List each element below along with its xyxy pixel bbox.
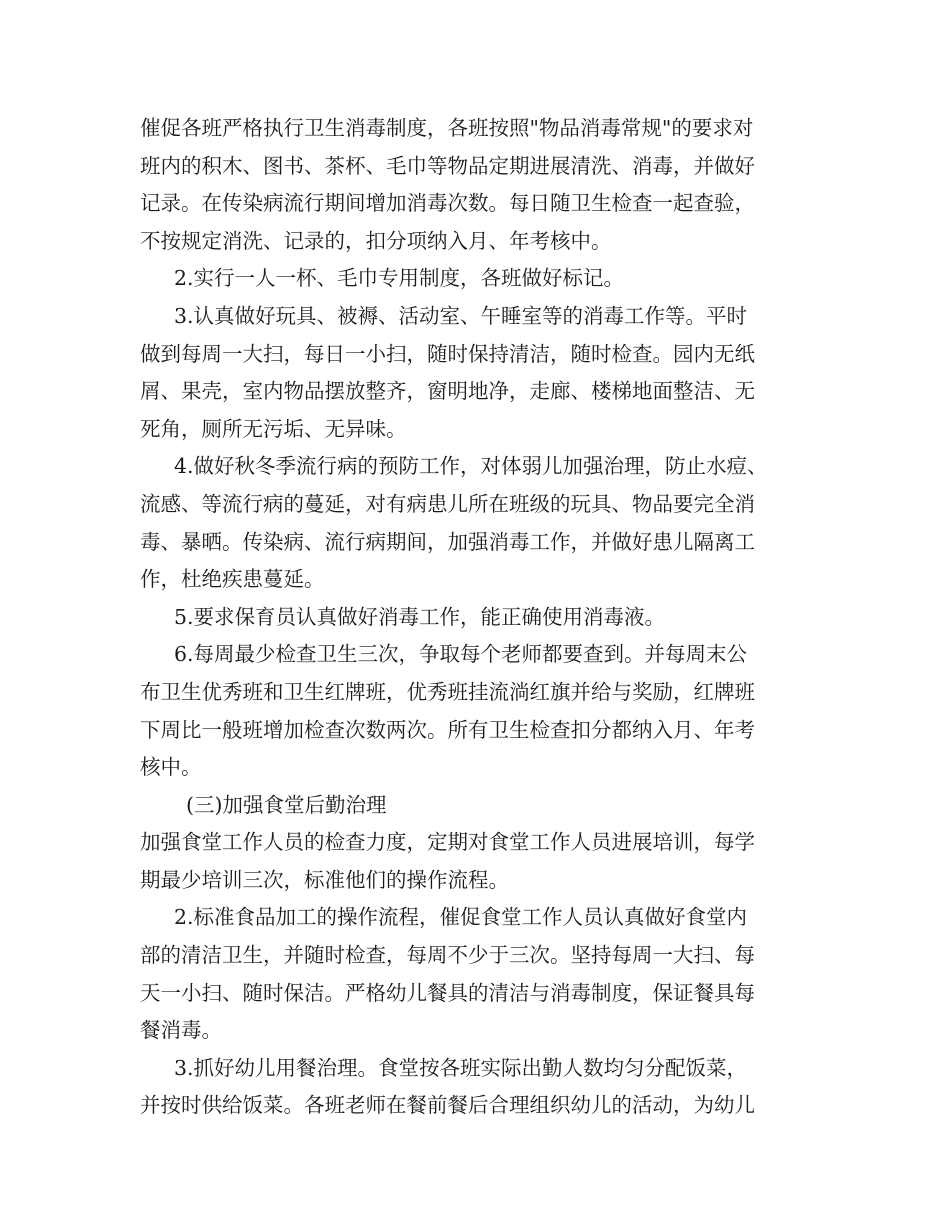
paragraph-line: 天一小扫、随时保洁。严格幼儿餐具的清洁与消毒制度，保证餐具每: [140, 980, 755, 1005]
paragraph-line: 加强食堂工作人员的检查力度，定期对食堂工作人员进展培训，每学: [140, 830, 755, 855]
paragraph-line: 并按时供给饭菜。各班老师在餐前餐后合理组织幼儿的活动，为幼儿: [140, 1093, 755, 1118]
paragraph-line: 布卫生优秀班和卫生红牌班，优秀班挂流淌红旗并给与奖励，红牌班: [140, 679, 755, 704]
paragraph-line: 部的清洁卫生，并随时检查，每周不少于三次。坚持每周一大扫、每: [140, 943, 755, 968]
paragraph-line: 班内的积木、图书、茶杯、毛巾等物品定期进展清洗、消毒，并做好: [140, 153, 755, 178]
list-item-line: 2.实行一人一杯、毛巾专用制度，各班做好标记。: [174, 266, 625, 291]
paragraph-line: 毒、暴晒。传染病、流行病期间，加强消毒工作，并做好患儿隔离工: [140, 529, 755, 554]
paragraph-line: 屑、果壳，室内物品摆放整齐，窗明地净，走廊、楼梯地面整洁、无: [140, 379, 755, 404]
paragraph-line: 期最少培训三次，标准他们的操作流程。: [140, 867, 509, 892]
paragraph-line: 做到每周一大扫，每日一小扫，随时保持清洁，随时检查。园内无纸: [140, 341, 755, 366]
list-item-line: 4.做好秋冬季流行病的预防工作，对体弱儿加强治理，防止水痘、: [174, 454, 768, 479]
paragraph-line: 不按规定消洗、记录的，扣分项纳入月、年考核中。: [140, 228, 612, 253]
list-item-line: 3.认真做好玩具、被褥、活动室、午睡室等的消毒工作等。平时: [174, 303, 748, 328]
paragraph-line: 餐消毒。: [140, 1018, 222, 1043]
paragraph-line: 核中。: [140, 755, 202, 780]
document-body: [140, 110, 820, 1125]
list-item-line: 6.每周最少检查卫生三次，争取每个老师都要查到。并每周末公: [174, 642, 748, 667]
list-item-line: 2.标准食品加工的操作流程，催促食堂工作人员认真做好食堂内: [174, 905, 748, 930]
list-item-line: 5.要求保育员认真做好消毒工作，能正确使用消毒液。: [174, 604, 666, 629]
paragraph-line: 催促各班严格执行卫生消毒制度，各班按照"物品消毒常规"的要求对: [140, 116, 754, 140]
paragraph-line: 记录。在传染病流行期间增加消毒次数。每日随卫生检查一起查验，: [140, 191, 755, 216]
section-heading: (三)加强食堂后勤治理: [186, 792, 387, 817]
paragraph-line: 作，杜绝疾患蔓延。: [140, 567, 325, 592]
paragraph-line: 流感、等流行病的蔓延，对有病患儿所在班级的玩具、物品要完全消: [140, 491, 755, 516]
paragraph-line: 下周比一般班增加检查次数两次。所有卫生检查扣分都纳入月、年考: [140, 717, 755, 742]
paragraph-line: 死角，厕所无污垢、无异味。: [140, 416, 407, 441]
list-item-line: 3.抓好幼儿用餐治理。食堂按各班实际出勤人数均匀分配饭菜，: [174, 1055, 748, 1080]
